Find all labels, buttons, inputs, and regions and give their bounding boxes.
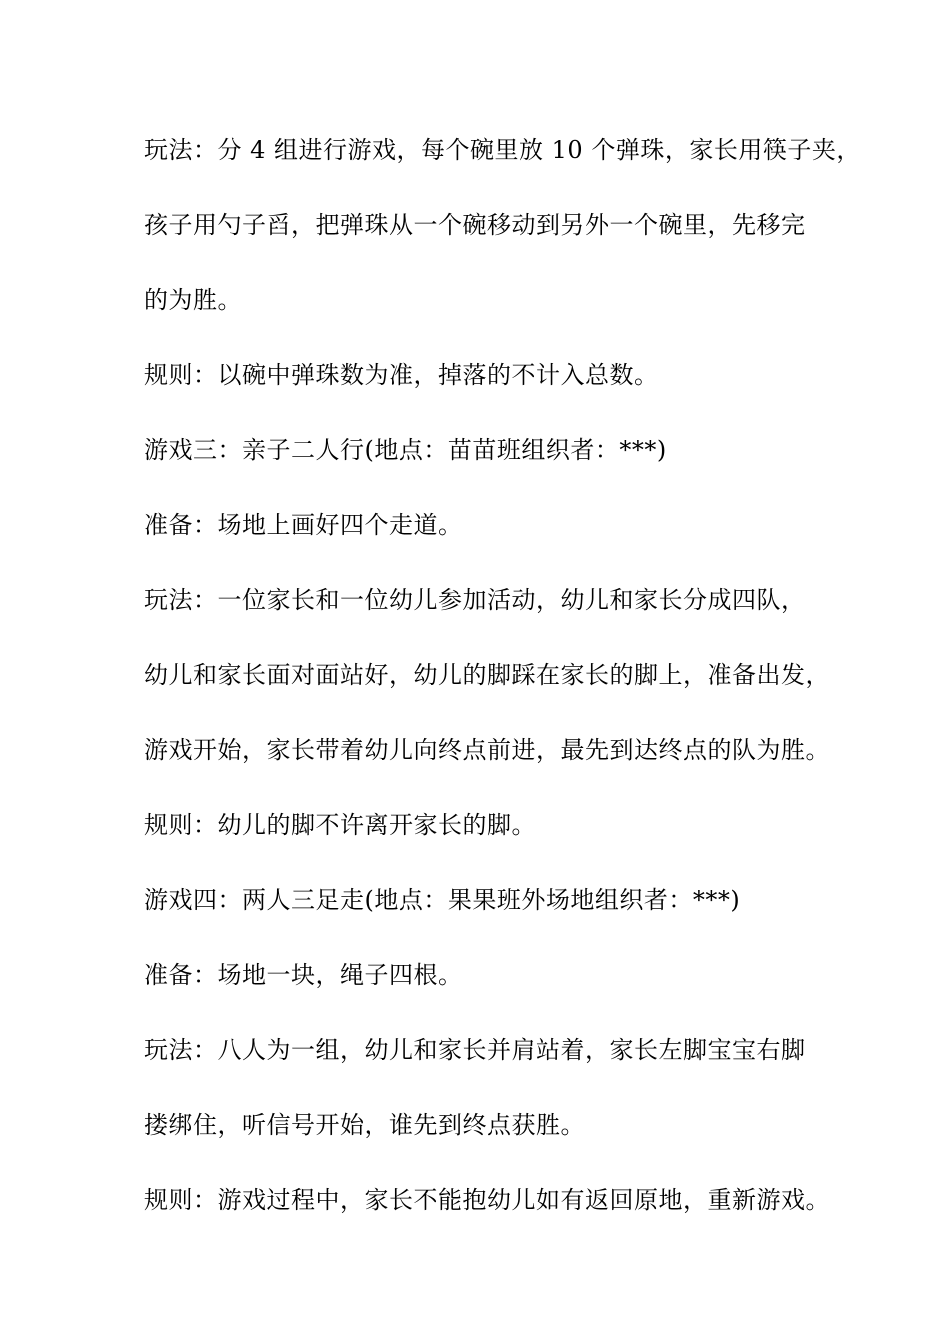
paragraph-line: 规则：幼儿的脚不许离开家长的脚。 — [144, 811, 536, 839]
paragraph-line: 规则：以碗中弹珠数为准，掉落的不计入总数。 — [144, 361, 659, 389]
paragraph-line: 游戏开始，家长带着幼儿向终点前进，最先到达终点的队为胜。 — [144, 736, 830, 764]
paragraph-line: 准备：场地一块，绳子四根。 — [144, 961, 463, 989]
paragraph-line: 玩法：八人为一组，幼儿和家长并肩站着，家长左脚宝宝右脚 — [144, 1036, 806, 1064]
section-heading: 游戏四：两人三足走(地点：果果班外场地组织者：***) — [144, 886, 741, 914]
paragraph-line: 准备：场地上画好四个走道。 — [144, 511, 463, 539]
paragraph-line: 玩法：一位家长和一位幼儿参加活动，幼儿和家长分成四队， — [144, 586, 806, 614]
paragraph-line: 规则：游戏过程中，家长不能抱幼儿如有返回原地，重新游戏。 — [144, 1186, 830, 1214]
paragraph-line: 幼儿和家长面对面站好，幼儿的脚踩在家长的脚上，准备出发， — [144, 661, 830, 689]
paragraph-line: 的为胜。 — [144, 286, 242, 314]
paragraph-line: 玩法：分 4 组进行游戏，每个碗里放 10 个弹珠，家长用筷子夹， — [144, 136, 861, 164]
section-heading: 游戏三：亲子二人行(地点：苗苗班组织者：***) — [144, 436, 667, 464]
paragraph-line: 搂绑住，听信号开始，谁先到终点获胜。 — [144, 1111, 585, 1139]
paragraph-line: 孩子用勺子舀，把弹珠从一个碗移动到另外一个碗里，先移完 — [144, 211, 806, 239]
